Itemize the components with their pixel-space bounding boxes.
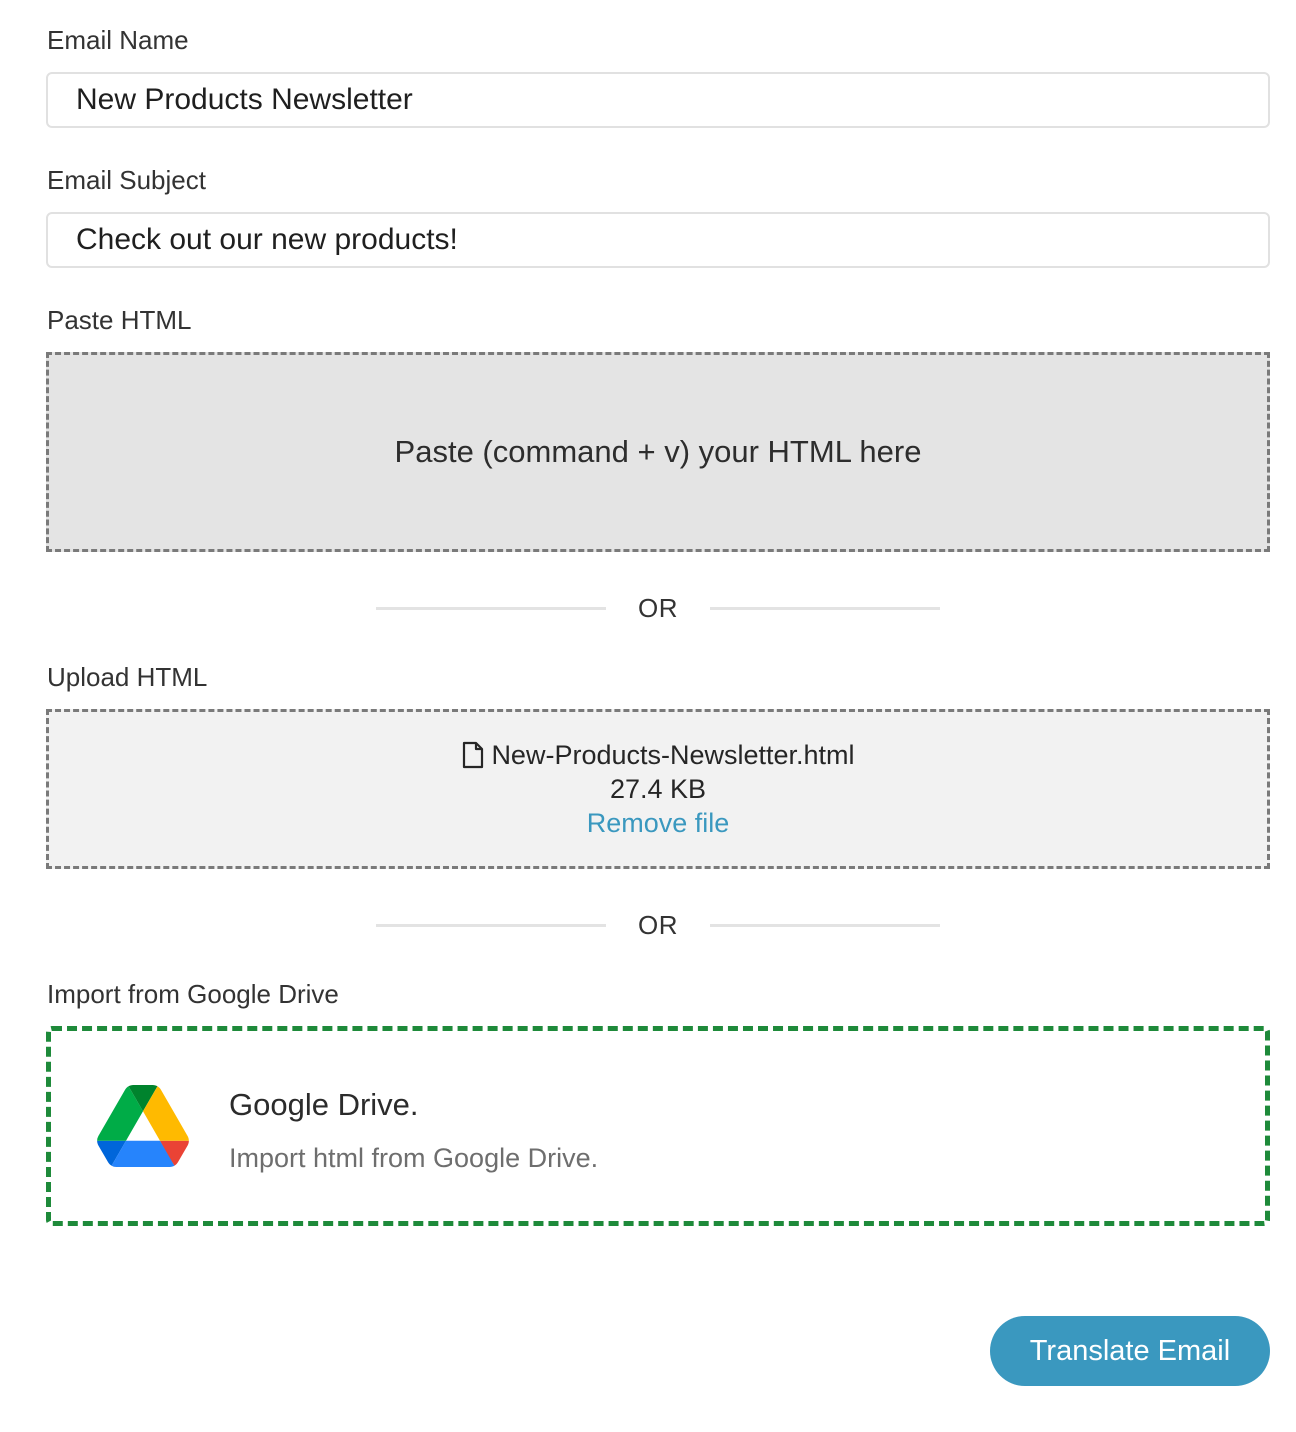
- paste-html-dropzone[interactable]: [46, 352, 1270, 552]
- uploaded-file-name: New-Products-Newsletter.html: [491, 739, 855, 770]
- divider-line-left: [376, 607, 606, 610]
- uploaded-file-size: 27.4 KB: [609, 774, 707, 804]
- remove-file-link[interactable]: Remove file: [586, 808, 730, 838]
- uploaded-file-row: [461, 738, 854, 772]
- email-subject-label: Email Subject: [47, 165, 206, 195]
- upload-html-label: Upload HTML: [47, 662, 208, 692]
- google-drive-icon: [97, 1085, 189, 1167]
- google-drive-label: Import from Google Drive: [47, 979, 339, 1009]
- or-divider-2: [376, 908, 940, 942]
- google-drive-title: Google Drive.: [229, 1087, 419, 1122]
- divider-line-right: [710, 607, 940, 610]
- divider-line-right: [710, 924, 940, 927]
- divider-line-left: [376, 924, 606, 927]
- or-divider: [376, 591, 940, 625]
- file-icon: [461, 741, 485, 769]
- email-name-label: Email Name: [47, 25, 189, 55]
- or-text: OR: [638, 909, 678, 940]
- or-text: OR: [638, 592, 678, 623]
- google-drive-subtitle: Import html from Google Drive.: [229, 1143, 599, 1173]
- email-name-input[interactable]: [46, 72, 1270, 128]
- paste-html-placeholder: Paste (command + v) your HTML here: [394, 434, 922, 469]
- email-subject-input[interactable]: [46, 212, 1270, 268]
- translate-email-button[interactable]: Translate Email: [990, 1316, 1270, 1386]
- paste-html-label: Paste HTML: [47, 305, 192, 335]
- google-drive-import-card[interactable]: [46, 1026, 1270, 1226]
- upload-html-dropzone[interactable]: [46, 709, 1270, 869]
